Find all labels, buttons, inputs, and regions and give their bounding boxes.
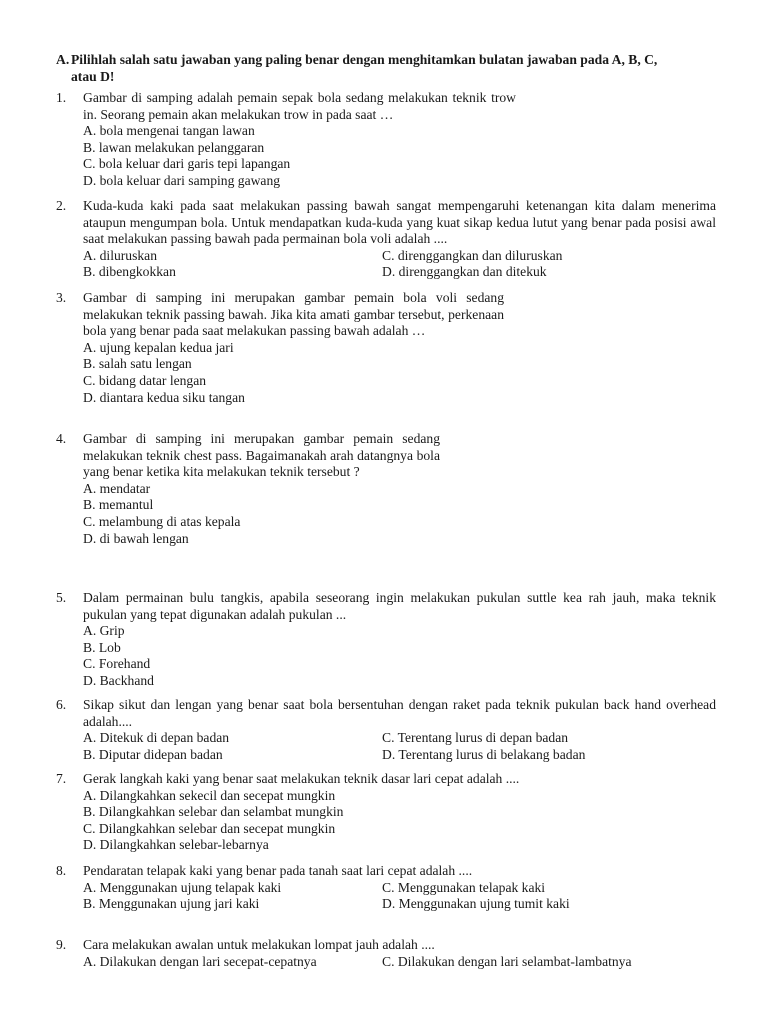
question-number: 5.: [56, 590, 67, 605]
option-list: [83, 481, 440, 547]
option-list: [83, 123, 516, 189]
question-number: 8.: [56, 863, 67, 878]
question-8: [56, 863, 716, 913]
question-number: 1.: [56, 90, 67, 105]
question-number: 6.: [56, 697, 67, 712]
question-9: [56, 937, 716, 970]
option[interactable]: D. direnggangkan dan ditekuk: [382, 264, 547, 280]
option[interactable]: C. Forehand: [83, 656, 151, 672]
option[interactable]: B. memantul: [83, 497, 154, 513]
option-grid: [83, 954, 716, 971]
question-number: 2.: [56, 198, 67, 213]
option[interactable]: D. Menggunakan ujung tumit kaki: [382, 896, 570, 912]
question-stem: Gambar di samping ini merupakan gambar pemain sedang melakukan teknik chest pass. Bagaimanakah arah datangnya bola yang benar ketika kita melakukan teknik tersebut ?: [83, 431, 440, 480]
question-stem: Pendaratan telapak kaki yang benar pada tanah saat lari cepat adalah ....: [83, 863, 473, 878]
option[interactable]: C. Menggunakan telapak kaki: [382, 879, 546, 895]
option[interactable]: C. Dilangkahkan selebar dan secepat mungkin: [83, 820, 336, 836]
question-6: [56, 697, 716, 763]
option[interactable]: A. bola mengenai tangan lawan: [83, 123, 255, 139]
section-instruction: [56, 52, 720, 85]
question-2: [56, 198, 716, 281]
option[interactable]: B. salah satu lengan: [83, 356, 192, 372]
question-5: [56, 590, 716, 690]
option[interactable]: D. Terentang lurus di belakang badan: [382, 746, 586, 762]
option-grid: [83, 248, 716, 281]
question-3: [56, 290, 504, 406]
option[interactable]: D. bola keluar dari samping gawang: [83, 172, 281, 188]
question-number: 4.: [56, 431, 67, 446]
option[interactable]: C. bola keluar dari garis tepi lapangan: [83, 156, 291, 172]
question-number: 3.: [56, 290, 67, 305]
instruction-line-2: atau D!: [71, 68, 115, 84]
option[interactable]: A. mendatar: [83, 480, 151, 496]
option[interactable]: B. dibengkokkan: [83, 264, 176, 280]
section-letter: A.: [56, 52, 70, 67]
question-number: 9.: [56, 937, 67, 952]
option[interactable]: B. Menggunakan ujung jari kaki: [83, 896, 260, 912]
question-stem: Sikap sikut dan lengan yang benar saat bola bersentuhan dengan raket pada teknik pukulan back hand overhead adalah....: [83, 697, 716, 729]
option[interactable]: D. diantara kedua siku tangan: [83, 389, 245, 405]
question-stem: Gerak langkah kaki yang benar saat melakukan teknik dasar lari cepat adalah ....: [83, 771, 520, 786]
option[interactable]: A. Grip: [83, 623, 125, 639]
question-stem: Gambar di samping ini merupakan gambar pemain bola voli sedang melakukan teknik passing bawah. Jika kita amati gambar tersebut, perkenaan bola yang benar pada saat melakukan passing bawah adalah …: [83, 290, 504, 339]
question-stem: Cara melakukan awalan untuk melakukan lompat jauh adalah ....: [83, 937, 435, 952]
option[interactable]: D. di bawah lengan: [83, 530, 189, 546]
question-1: [56, 90, 516, 190]
question-number: 7.: [56, 771, 67, 786]
question-stem: Kuda-kuda kaki pada saat melakukan passing bawah sangat mempengaruhi ketenangan kita dalam menerima ataupun mengumpan bola. Untuk mendapatkan kuda-kuda yang kuat sikap kedua lutut yang benar pada posisi awal saat melakukan passing bawah pada permainan bola voli adalah ....: [83, 198, 716, 247]
option[interactable]: C. direnggangkan dan diluruskan: [382, 247, 563, 263]
option[interactable]: B. Diputar didepan badan: [83, 746, 223, 762]
option-list: [83, 788, 716, 854]
option[interactable]: B. Dilangkahkan selebar dan selambat mungkin: [83, 804, 344, 820]
instruction-line-1: Pilihlah salah satu jawaban yang paling benar dengan menghitamkan bulatan jawaban pada A, B, C,: [71, 52, 658, 67]
option[interactable]: C. bidang datar lengan: [83, 372, 207, 388]
option[interactable]: A. Menggunakan ujung telapak kaki: [83, 879, 282, 895]
option[interactable]: A. ujung kepalan kedua jari: [83, 339, 234, 355]
question-7: [56, 771, 716, 854]
question-4: [56, 431, 440, 547]
option[interactable]: C. Terentang lurus di depan badan: [382, 730, 569, 746]
option[interactable]: B. Lob: [83, 639, 121, 655]
question-stem: Dalam permainan bulu tangkis, apabila seseorang ingin melakukan pukulan suttle kea rah jauh, maka teknik pukulan yang tepat digunakan adalah pukulan ...: [83, 590, 716, 622]
option[interactable]: D. Dilangkahkan selebar-lebarnya: [83, 837, 269, 853]
option[interactable]: A. Dilakukan dengan lari secepat-cepatnya: [83, 953, 317, 969]
option-list: [83, 340, 504, 406]
option-grid: [83, 880, 716, 913]
option[interactable]: C. Dilakukan dengan lari selambat-lambatnya: [382, 953, 632, 969]
question-stem: Gambar di samping adalah pemain sepak bola sedang melakukan teknik trow in. Seorang pemain akan melakukan trow in pada saat …: [83, 90, 516, 122]
option-grid: [83, 730, 716, 763]
option[interactable]: A. Ditekuk di depan badan: [83, 730, 230, 746]
option[interactable]: B. lawan melakukan pelanggaran: [83, 139, 265, 155]
option[interactable]: C. melambung di atas kepala: [83, 513, 241, 529]
option[interactable]: D. Backhand: [83, 672, 154, 688]
option[interactable]: A. diluruskan: [83, 247, 158, 263]
option-list: [83, 623, 716, 689]
option[interactable]: A. Dilangkahkan sekecil dan secepat mungkin: [83, 787, 336, 803]
